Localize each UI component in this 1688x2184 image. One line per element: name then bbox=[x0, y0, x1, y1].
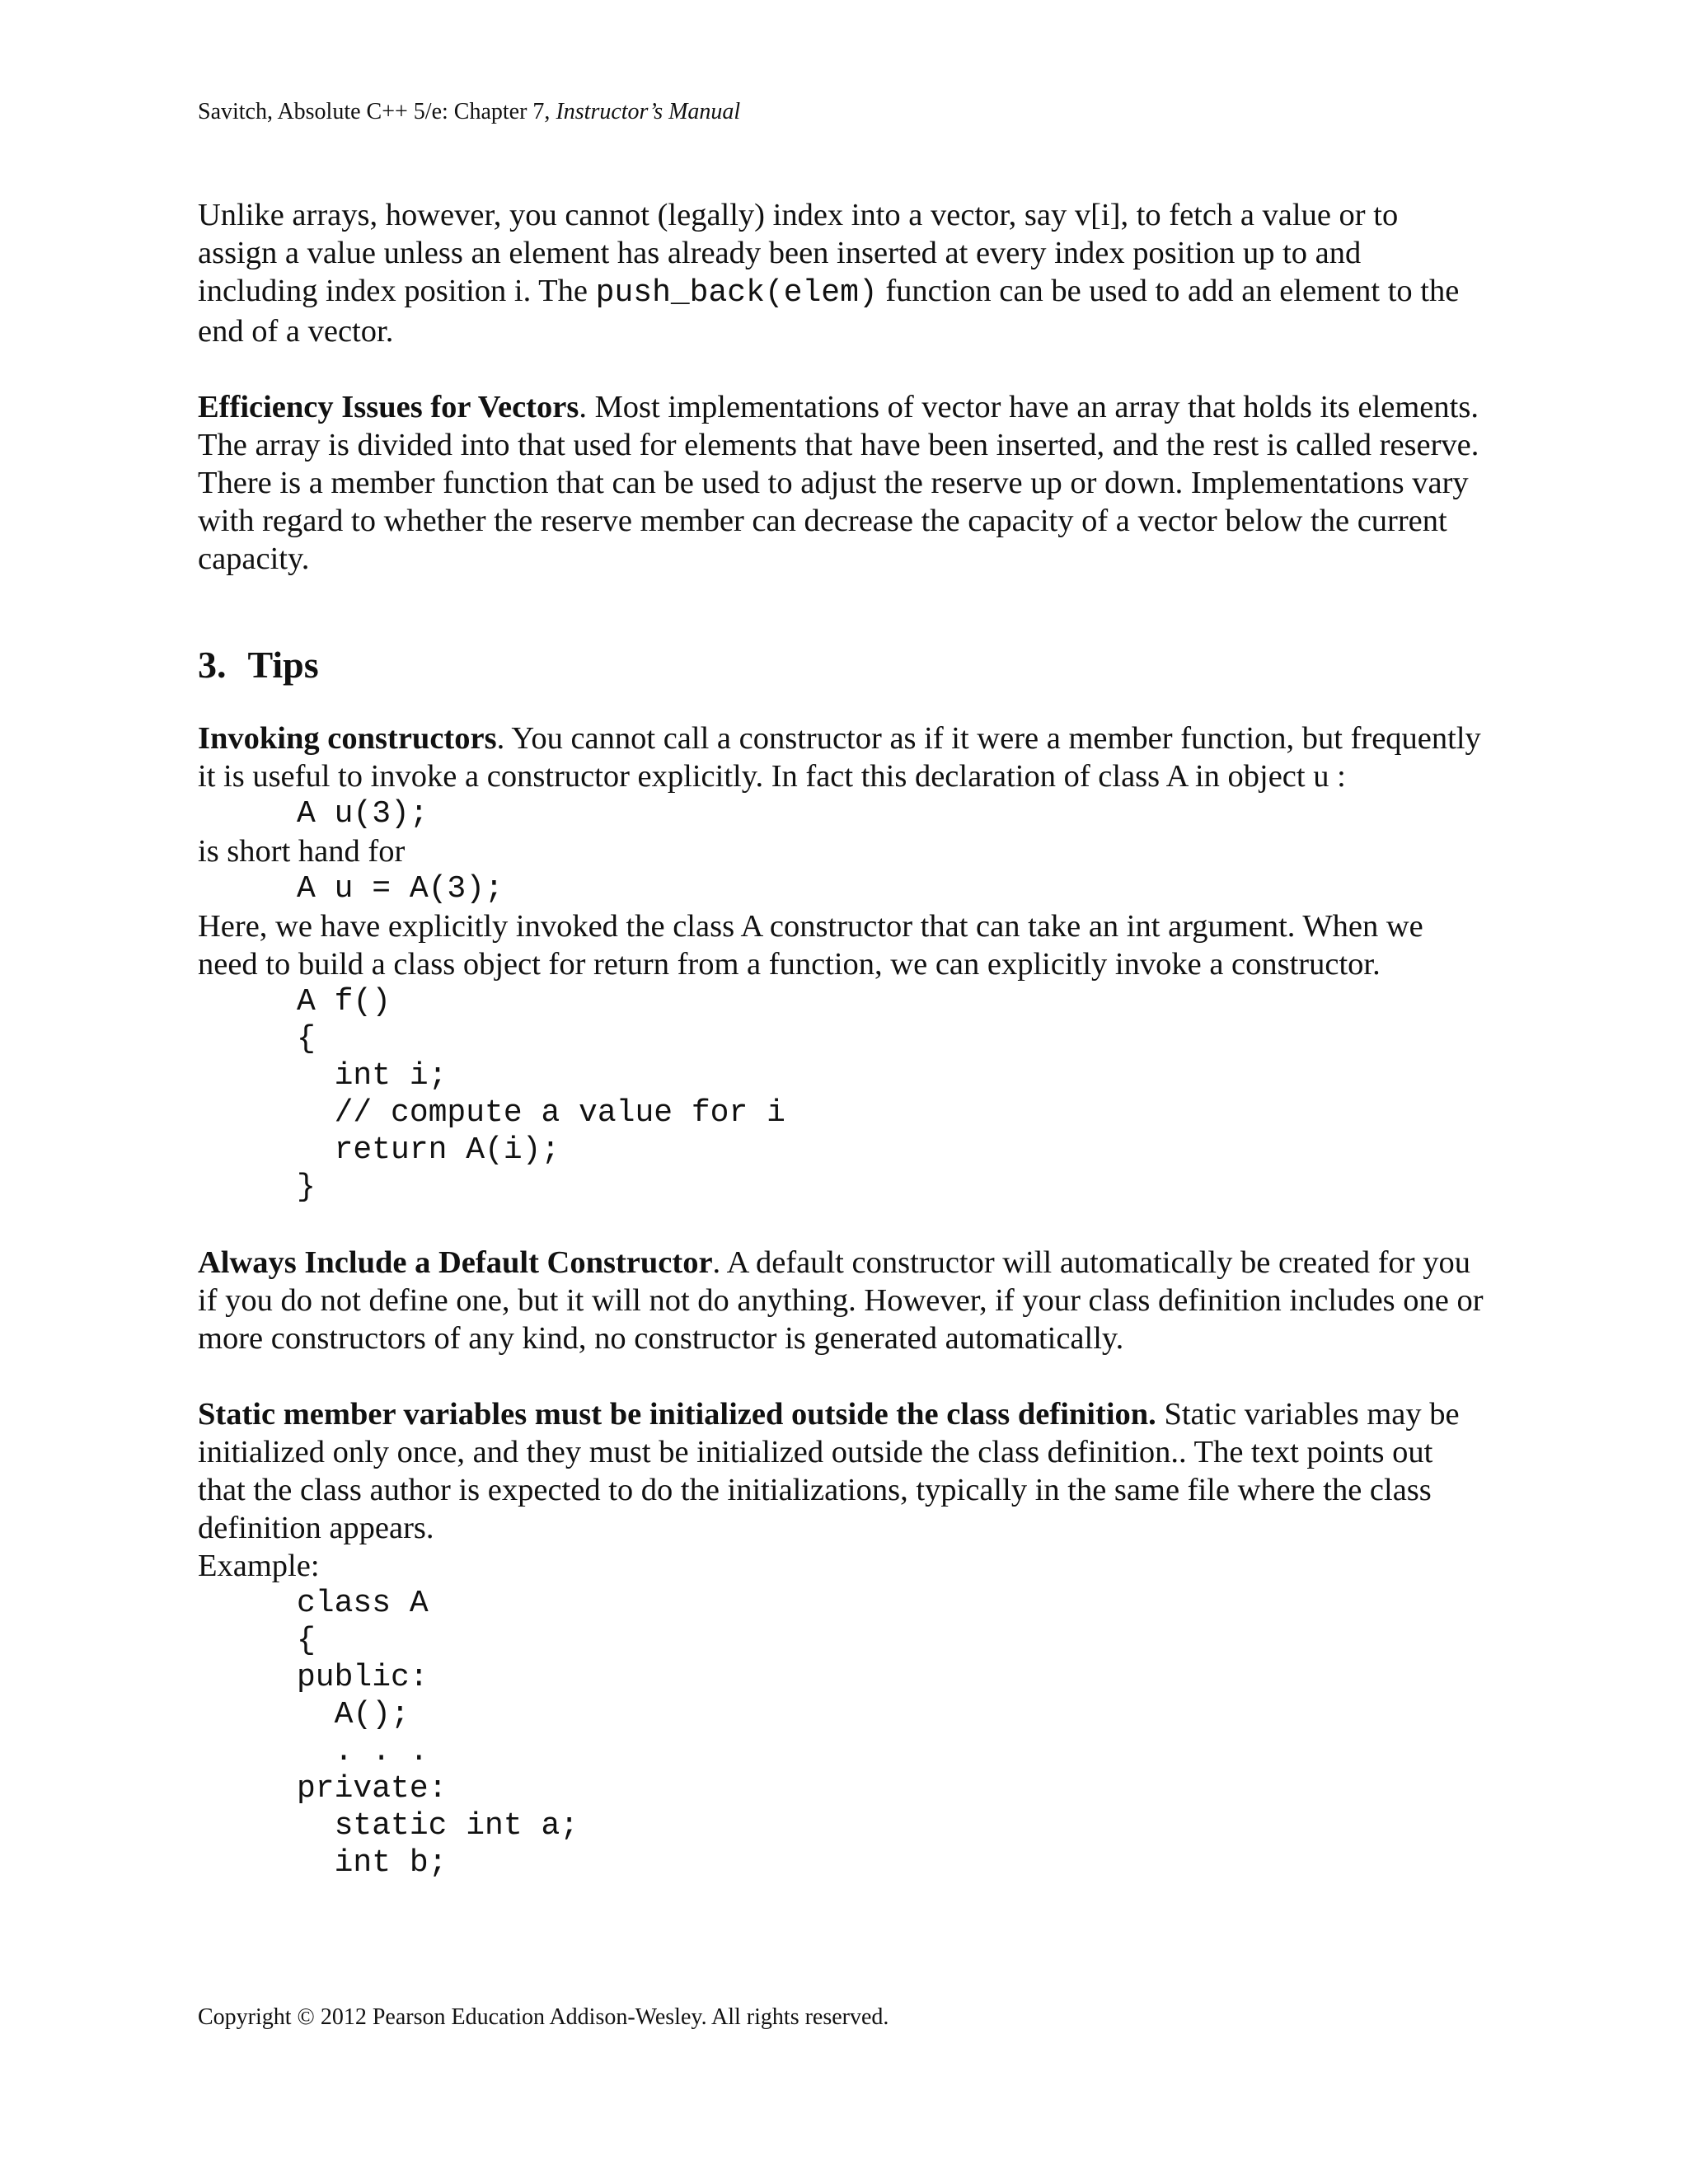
example-label: Example: bbox=[198, 1549, 320, 1583]
invoking-heading: Invoking constructors bbox=[198, 721, 497, 756]
paragraph-text: . A default constructor will automatically be created for you if you do not define one, but it will not do anything. However, if your class definition includes one or more constructors of any kind, no constructor is generated automatically. bbox=[198, 1245, 1484, 1356]
page-footer: Copyright © 2012 Pearson Education Addison-Wesley. All rights reserved. bbox=[198, 2004, 889, 2030]
invoking-paragraph bbox=[198, 719, 1484, 795]
code-block: A u(3); bbox=[297, 796, 429, 832]
efficiency-paragraph bbox=[198, 388, 1484, 578]
code-block: A f() { int i; // compute a value for i return A(i); } bbox=[297, 984, 785, 1205]
paragraph-text: . You cannot call a constructor as if it were a member function, but frequently it is useful to invoke a constructor explicitly. In fact this declaration of class A in object u : bbox=[198, 721, 1481, 794]
page-header bbox=[198, 97, 740, 127]
code-block: class A { public: A(); . . . private: static int a; int b; bbox=[297, 1586, 579, 1881]
paragraph-text: Static variables may be initialized only once, and they must be initialized outside the class definition.. The text points out that the class author is expected to do the initializations, typically in the same file where the class definition appears. bbox=[198, 1397, 1460, 1545]
explicit-invoke-paragraph: Here, we have explicitly invoked the class A constructor that can take an int argument. When we need to build a class object for return from a function, we can explicitly invoke a constructor. bbox=[198, 909, 1423, 982]
paragraph-text: Unlike arrays, however, you cannot (legally) index into a vector, say v[i], to fetch a value or to assign a value unless an element has already been inserted at every index position up to and including index position i. The bbox=[198, 198, 1399, 308]
paragraph-text: . Most implementations of vector have an array that holds its elements. The array is divided into that used for elements that have been inserted, and the rest is called reserve. There is a member function that can be used to adjust the reserve up or down. Implementations vary with regard to whether the reserve member can decrease the capacity of a vector below the current capacity. bbox=[198, 390, 1479, 576]
inline-code: push_back(elem) bbox=[595, 275, 878, 311]
static-members-paragraph bbox=[198, 1395, 1484, 1547]
section-number: 3. bbox=[198, 644, 227, 686]
default-constructor-heading: Always Include a Default Constructor bbox=[198, 1245, 713, 1280]
default-constructor-paragraph bbox=[198, 1244, 1484, 1357]
efficiency-heading: Efficiency Issues for Vectors bbox=[198, 390, 579, 424]
static-members-heading: Static member variables must be initialized outside the class definition. bbox=[198, 1397, 1156, 1432]
header-text: Savitch, Absolute C++ 5/e: Chapter 7, bbox=[198, 99, 556, 124]
paragraph-text: function can be used to add an element to the end of a vector. bbox=[198, 274, 1460, 349]
section-title: Tips bbox=[247, 644, 319, 686]
header-italic-text: Instructor’s Manual bbox=[556, 99, 741, 124]
section-heading bbox=[198, 644, 1484, 687]
vector-index-paragraph bbox=[198, 196, 1484, 350]
code-block: A u = A(3); bbox=[297, 871, 504, 907]
page-content bbox=[198, 196, 1484, 1882]
short-hand-text: is short hand for bbox=[198, 834, 406, 869]
